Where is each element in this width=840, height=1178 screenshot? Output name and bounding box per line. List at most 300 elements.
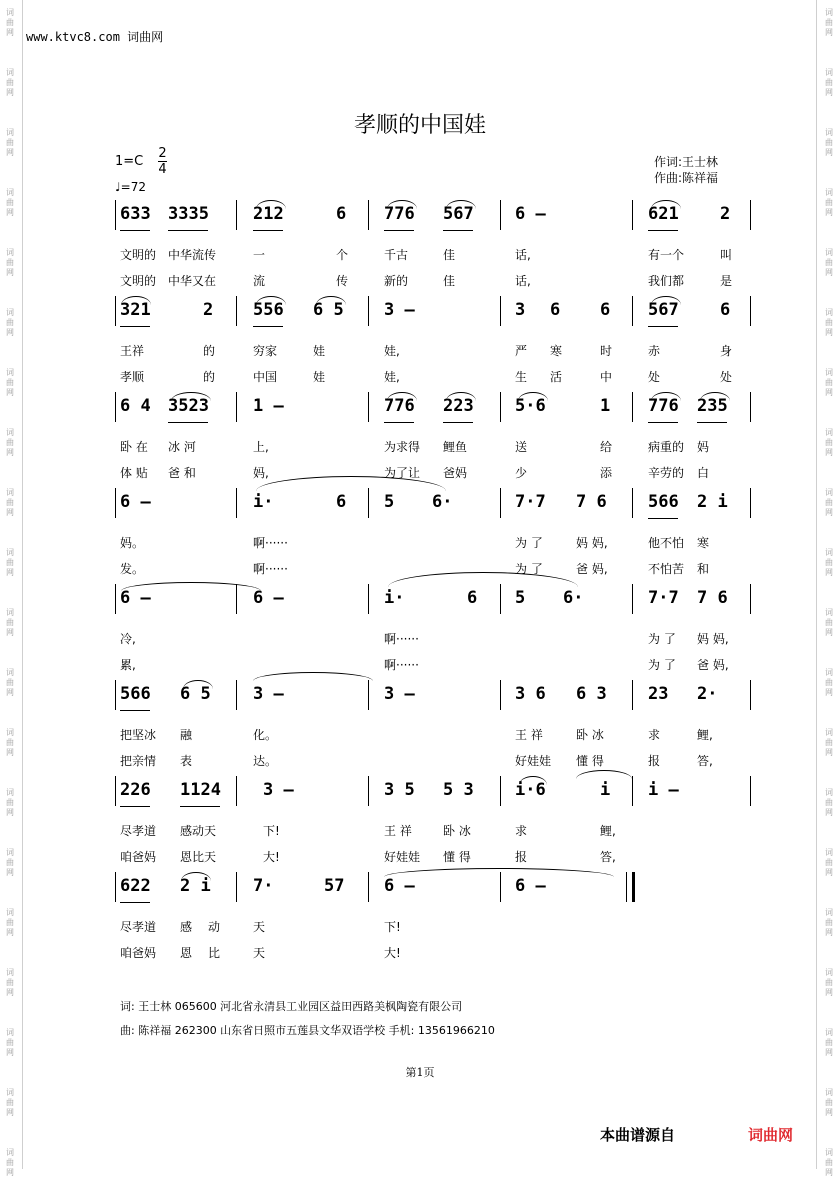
lyric-verse-1: 给	[600, 440, 613, 454]
watermark-text: 词 曲 网	[6, 1148, 14, 1177]
watermark-text: 词 曲 网	[6, 728, 14, 757]
lyric-verse-2: 孝顺	[120, 370, 145, 384]
note-group: 6 –	[253, 588, 284, 608]
note-group: 1	[600, 396, 611, 416]
watermark-text: 词 曲 网	[825, 968, 833, 997]
lyric-verse-1: 王 祥	[384, 824, 412, 838]
note-group: 6 –	[515, 876, 546, 896]
lyric-verse-2: 比	[208, 946, 221, 960]
watermark-text: 词 曲 网	[6, 548, 14, 577]
note-group: 7·7	[648, 588, 679, 608]
note-group: 633	[120, 204, 151, 224]
watermark-text: 词 曲 网	[825, 788, 833, 817]
bar-line	[115, 200, 116, 230]
bar-line	[500, 776, 501, 806]
lyric-verse-1: 他不怕	[648, 536, 685, 550]
lyric-verse-2: 恩比天	[180, 850, 217, 864]
slur-mark	[253, 672, 373, 681]
watermark-text: 词 曲 网	[825, 428, 833, 457]
bar-line	[115, 680, 116, 710]
bar-line	[368, 584, 369, 614]
bar-line	[750, 200, 751, 230]
watermark-text: 词 曲 网	[825, 188, 833, 217]
lyric-verse-2: 的	[203, 370, 216, 384]
page-border-right	[816, 0, 817, 1169]
bar-line	[236, 776, 237, 806]
lyricist-credit: 作词:王士林	[654, 155, 719, 169]
lyric-verse-2: 中华又在	[168, 274, 217, 288]
slur-mark	[316, 296, 346, 305]
lyric-verse-1: 有一个	[648, 248, 685, 262]
note-group: 3523	[168, 396, 209, 416]
page-border-left	[22, 0, 23, 1169]
slur-mark	[446, 200, 476, 209]
bar-line	[632, 296, 633, 326]
source-label: 本曲谱源自	[600, 1126, 676, 1144]
lyric-verse-2: 报	[648, 754, 661, 768]
lyric-verse-2: 少	[515, 466, 528, 480]
bar-line	[115, 776, 116, 806]
watermark-text: 词 曲 网	[6, 1088, 14, 1117]
lyric-verse-2: 爸 妈,	[576, 562, 608, 576]
lyric-verse-1: 感	[180, 920, 193, 934]
watermark-text: 词 曲 网	[825, 608, 833, 637]
key-signature: 1=C	[115, 154, 144, 169]
beam-underline	[168, 422, 208, 423]
note-group: 6 –	[384, 876, 415, 896]
watermark-text: 词 曲 网	[6, 1028, 14, 1057]
beam-underline	[120, 902, 150, 903]
lyric-verse-1: 啊······	[253, 536, 288, 550]
note-group: 3 –	[384, 300, 415, 320]
lyric-verse-2: 处	[648, 370, 661, 384]
bar-line	[368, 776, 369, 806]
lyric-verse-2: 爸 和	[168, 466, 196, 480]
bar-line	[632, 488, 633, 518]
bar-line	[632, 200, 633, 230]
note-group: i	[600, 780, 611, 800]
slur-mark	[384, 868, 614, 877]
lyric-verse-1: 为 了	[648, 632, 676, 646]
note-group: 2	[203, 300, 214, 320]
note-group: 3335	[168, 204, 209, 224]
lyric-verse-2: 是	[720, 274, 733, 288]
site-label[interactable]: www.ktvc8.com 词曲网	[26, 30, 164, 44]
beam-underline	[168, 230, 208, 231]
watermark-text: 词 曲 网	[6, 488, 14, 517]
lyric-verse-1: 时	[600, 344, 613, 358]
note-group: i·	[253, 492, 274, 512]
lyric-verse-1: 卧 在	[120, 440, 148, 454]
bar-line	[500, 392, 501, 422]
note-group: 57	[324, 876, 345, 896]
watermark-text: 词 曲 网	[825, 8, 833, 37]
slur-mark	[518, 392, 548, 401]
lyric-verse-1: 卧 冰	[576, 728, 604, 742]
lyric-verse-2: 好娃娃	[384, 850, 421, 864]
bar-line	[500, 680, 501, 710]
note-group: 3 5	[384, 780, 415, 800]
lyric-verse-2: 白	[697, 466, 710, 480]
song-title: 孝顺的中国娃	[353, 113, 486, 138]
beam-underline	[648, 518, 678, 519]
lyric-verse-2: 生	[515, 370, 528, 384]
slur-mark	[651, 392, 681, 401]
note-group: 566	[648, 492, 679, 512]
bar-line	[750, 776, 751, 806]
note-group: 5·6	[515, 396, 546, 416]
lyric-verse-1: 文明的	[120, 248, 157, 262]
slur-mark	[651, 296, 681, 305]
lyric-verse-2: 新的	[384, 274, 409, 288]
bar-line	[632, 776, 633, 806]
watermark-text: 词 曲 网	[825, 1148, 833, 1177]
watermark-text: 词 曲 网	[6, 368, 14, 397]
slur-mark	[181, 872, 211, 881]
lyric-verse-1: 化。	[253, 728, 278, 742]
note-group: 6	[720, 300, 731, 320]
lyric-verse-1: 为 了	[515, 536, 543, 550]
lyric-verse-2: 达。	[253, 754, 278, 768]
lyric-verse-1: 王 祥	[515, 728, 543, 742]
lyric-verse-2: 啊······	[384, 658, 419, 672]
watermark-text: 词 曲 网	[6, 128, 14, 157]
lyric-verse-2: 恩	[180, 946, 193, 960]
lyric-verse-2: 表	[180, 754, 193, 768]
bar-line	[115, 296, 116, 326]
watermark-text: 词 曲 网	[825, 368, 833, 397]
lyric-verse-1: 妈	[697, 440, 710, 454]
watermark-text: 词 曲 网	[825, 908, 833, 937]
bar-line	[236, 872, 237, 902]
bar-line	[115, 872, 116, 902]
note-group: 223	[443, 396, 474, 416]
lyric-verse-1: 穷家	[253, 344, 278, 358]
note-group: 6 –	[120, 492, 151, 512]
lyric-verse-1: 动	[208, 920, 221, 934]
lyric-verse-1: 娃,	[384, 344, 400, 358]
lyric-verse-2: 中国	[253, 370, 278, 384]
note-group: 6	[550, 300, 561, 320]
slur-mark	[121, 582, 261, 591]
watermark-text: 词 曲 网	[825, 308, 833, 337]
bar-line	[500, 488, 501, 518]
watermark-text: 词 曲 网	[6, 248, 14, 277]
lyric-verse-1: 鲤鱼	[443, 440, 468, 454]
watermark-text: 词 曲 网	[825, 1028, 833, 1057]
beam-underline	[648, 326, 678, 327]
note-group: 7 6	[697, 588, 728, 608]
beam-underline	[384, 422, 414, 423]
lyric-verse-2: 懂 得	[576, 754, 604, 768]
bar-line	[236, 296, 237, 326]
note-group: 5	[384, 492, 395, 512]
note-group: i –	[648, 780, 679, 800]
note-group: i·6	[515, 780, 546, 800]
lyric-verse-2: 我们都	[648, 274, 685, 288]
lyric-verse-1: 尽孝道	[120, 920, 157, 934]
footer-composer-line: 曲: 陈祥福 262300 山东省日照市五莲县文华双语学校 手机: 13561966210	[120, 1024, 495, 1037]
note-group: 776	[384, 396, 415, 416]
lyric-verse-2: 爸妈	[443, 466, 468, 480]
note-group: 6 4	[120, 396, 151, 416]
note-group: 622	[120, 876, 151, 896]
slur-mark	[256, 296, 286, 305]
lyric-verse-1: 鲤,	[600, 824, 616, 838]
lyric-verse-2: 累,	[120, 658, 136, 672]
bar-line	[236, 200, 237, 230]
lyric-verse-1: 叫	[720, 248, 733, 262]
watermark-text: 词 曲 网	[6, 68, 14, 97]
note-group: 2·	[697, 684, 718, 704]
watermark-text: 词 曲 网	[825, 488, 833, 517]
watermark-text: 词 曲 网	[6, 8, 14, 37]
bar-line	[750, 392, 751, 422]
watermark-text: 词 曲 网	[825, 128, 833, 157]
note-group: 6·	[432, 492, 453, 512]
lyric-verse-1: 感动天	[180, 824, 217, 838]
lyric-verse-2: 体 贴	[120, 466, 148, 480]
lyric-verse-2: 大!	[263, 850, 280, 864]
lyric-verse-1: 冰 河	[168, 440, 196, 454]
watermark-text: 词 曲 网	[6, 788, 14, 817]
lyric-verse-2: 咱爸妈	[120, 946, 157, 960]
bar-line	[236, 392, 237, 422]
footer-lyricist-line: 词: 王士林 065600 河北省永清县工业园区益田西路美枫陶瓷有限公司	[120, 1000, 463, 1013]
note-group: 1 –	[253, 396, 284, 416]
note-group: 5	[515, 588, 526, 608]
lyric-verse-1: 为求得	[384, 440, 421, 454]
bar-line	[626, 872, 627, 902]
lyric-verse-1: 啊······	[384, 632, 419, 646]
lyric-verse-1: 王祥	[120, 344, 145, 358]
note-group: 567	[443, 204, 474, 224]
watermark-text: 词 曲 网	[825, 728, 833, 757]
lyric-verse-2: 发。	[120, 562, 145, 576]
lyric-verse-1: 融	[180, 728, 193, 742]
slur-mark	[171, 392, 211, 401]
lyric-verse-2: 添	[600, 466, 613, 480]
bar-line	[115, 584, 116, 614]
bar-line	[750, 488, 751, 518]
bar-line	[500, 584, 501, 614]
note-group: i·	[384, 588, 405, 608]
note-group: 3 –	[384, 684, 415, 704]
note-group: 5 3	[443, 780, 474, 800]
lyric-verse-2: 文明的	[120, 274, 157, 288]
lyric-verse-1: 一	[253, 248, 266, 262]
lyric-verse-1: 妈。	[120, 536, 145, 550]
note-group: 7·7	[515, 492, 546, 512]
note-group: 776	[384, 204, 415, 224]
lyric-verse-1: 天	[253, 920, 266, 934]
beam-underline	[253, 230, 283, 231]
lyric-verse-1: 寒	[550, 344, 563, 358]
beam-underline	[443, 422, 473, 423]
watermark-text: 词 曲 网	[6, 608, 14, 637]
beam-underline	[120, 710, 150, 711]
lyric-verse-1: 把坚冰	[120, 728, 157, 742]
beam-underline	[253, 326, 283, 327]
lyric-verse-1: 佳	[443, 248, 456, 262]
note-group: 6	[600, 300, 611, 320]
beam-underline	[180, 806, 220, 807]
bar-line	[115, 488, 116, 518]
lyric-verse-2: 辛劳的	[648, 466, 685, 480]
time-signature	[158, 146, 167, 177]
lyric-verse-1: 娃	[313, 344, 326, 358]
slur-mark	[121, 296, 151, 305]
lyric-verse-2: 爸 妈,	[697, 658, 729, 672]
note-group: 566	[120, 684, 151, 704]
lyric-verse-1: 卧 冰	[443, 824, 471, 838]
note-group: 2 i	[697, 492, 728, 512]
watermark-text: 词 曲 网	[6, 188, 14, 217]
lyric-verse-2: 不怕苦	[648, 562, 685, 576]
lyric-verse-1: 中华流传	[168, 248, 217, 262]
beam-underline	[384, 230, 414, 231]
lyric-verse-1: 妈 妈,	[697, 632, 729, 646]
slur-mark	[387, 200, 417, 209]
lyric-verse-1: 寒	[697, 536, 710, 550]
watermark-text: 词 曲 网	[6, 968, 14, 997]
note-group: 6	[336, 204, 347, 224]
lyric-verse-1: 病重的	[648, 440, 685, 454]
lyric-verse-2: 为 了	[515, 562, 543, 576]
lyric-verse-2: 啊······	[253, 562, 288, 576]
note-group: 567	[648, 300, 679, 320]
composer-credit: 作曲:陈祥福	[654, 171, 719, 185]
lyric-verse-1: 身	[720, 344, 733, 358]
lyric-verse-1: 妈 妈,	[576, 536, 608, 550]
slur-mark	[387, 392, 417, 401]
lyric-verse-1: 尽孝道	[120, 824, 157, 838]
watermark-text: 词 曲 网	[825, 1088, 833, 1117]
note-group: 6 5	[180, 684, 211, 704]
lyric-verse-2: 大!	[384, 946, 401, 960]
beam-underline	[697, 422, 727, 423]
lyric-verse-2: 为 了	[648, 658, 676, 672]
bar-line	[368, 200, 369, 230]
note-group: 3 6	[515, 684, 546, 704]
note-group: 6 –	[120, 588, 151, 608]
slur-mark	[576, 770, 632, 779]
slur-mark	[256, 200, 286, 209]
lyric-verse-1: 上,	[253, 440, 269, 454]
lyric-verse-2: 天	[253, 946, 266, 960]
note-group: 3 –	[263, 780, 294, 800]
watermark-text: 词 曲 网	[825, 248, 833, 277]
bar-line	[236, 680, 237, 710]
bar-line	[750, 584, 751, 614]
watermark-text: 词 曲 网	[825, 68, 833, 97]
watermark-text: 词 曲 网	[825, 848, 833, 877]
lyric-verse-2: 流	[253, 274, 266, 288]
note-group: 2 i	[180, 876, 211, 896]
bar-line	[500, 296, 501, 326]
time-signature-top: 2	[158, 146, 167, 161]
slur-mark	[700, 392, 730, 401]
note-group: 6 3	[576, 684, 607, 704]
lyric-verse-1: 个	[336, 248, 349, 262]
note-group: 2	[720, 204, 731, 224]
slur-mark	[519, 776, 547, 785]
watermark-text: 词 曲 网	[6, 308, 14, 337]
note-group: 1124	[180, 780, 221, 800]
time-signature-bottom: 4	[158, 162, 167, 177]
note-group: 556	[253, 300, 284, 320]
watermark-text: 词 曲 网	[6, 668, 14, 697]
note-group: 226	[120, 780, 151, 800]
watermark-text: 词 曲 网	[825, 548, 833, 577]
watermark-text: 词 曲 网	[825, 668, 833, 697]
note-group: 6 5	[313, 300, 344, 320]
lyric-verse-2: 好娃娃	[515, 754, 552, 768]
lyric-verse-2: 娃,	[384, 370, 400, 384]
beam-underline	[648, 422, 678, 423]
lyric-verse-1: 严	[515, 344, 528, 358]
lyric-verse-1: 冷,	[120, 632, 136, 646]
lyric-verse-1: 求	[515, 824, 528, 838]
lyric-verse-1: 求	[648, 728, 661, 742]
watermark-text: 词 曲 网	[6, 848, 14, 877]
note-group: 6 –	[515, 204, 546, 224]
lyric-verse-1: 赤	[648, 344, 661, 358]
slur-mark	[388, 572, 578, 587]
note-group: 212	[253, 204, 284, 224]
bar-line	[500, 200, 501, 230]
bar-line	[632, 872, 635, 902]
note-group: 6	[336, 492, 347, 512]
lyric-verse-1: 千古	[384, 248, 409, 262]
beam-underline	[120, 230, 150, 231]
note-group: 321	[120, 300, 151, 320]
page-number: 第1页	[405, 1066, 435, 1079]
bar-line	[368, 392, 369, 422]
lyric-verse-2: 活	[550, 370, 563, 384]
bar-line	[368, 680, 369, 710]
lyric-verse-2: 为了让	[384, 466, 421, 480]
bar-line	[368, 872, 369, 902]
brand-logo[interactable]: 词曲网	[748, 1126, 794, 1144]
lyric-verse-2: 咱爸妈	[120, 850, 157, 864]
slur-mark	[651, 200, 681, 209]
bar-line	[236, 488, 237, 518]
lyric-verse-1: 送	[515, 440, 528, 454]
lyric-verse-1: 话,	[515, 248, 531, 262]
note-group: 23	[648, 684, 669, 704]
lyric-verse-2: 处	[720, 370, 733, 384]
bar-line	[632, 680, 633, 710]
beam-underline	[120, 326, 150, 327]
lyric-verse-2: 和	[697, 562, 710, 576]
beam-underline	[443, 230, 473, 231]
note-group: 621	[648, 204, 679, 224]
lyric-verse-2: 娃	[313, 370, 326, 384]
note-group: 6	[467, 588, 478, 608]
lyric-verse-2: 报	[515, 850, 528, 864]
bar-line	[632, 392, 633, 422]
note-group: 776	[648, 396, 679, 416]
lyric-verse-2: 佳	[443, 274, 456, 288]
lyric-verse-2: 答,	[600, 850, 616, 864]
note-group: 3 –	[253, 684, 284, 704]
lyric-verse-2: 把亲情	[120, 754, 157, 768]
note-group: 6·	[563, 588, 584, 608]
beam-underline	[648, 230, 678, 231]
bar-line	[632, 584, 633, 614]
note-group: 235	[697, 396, 728, 416]
